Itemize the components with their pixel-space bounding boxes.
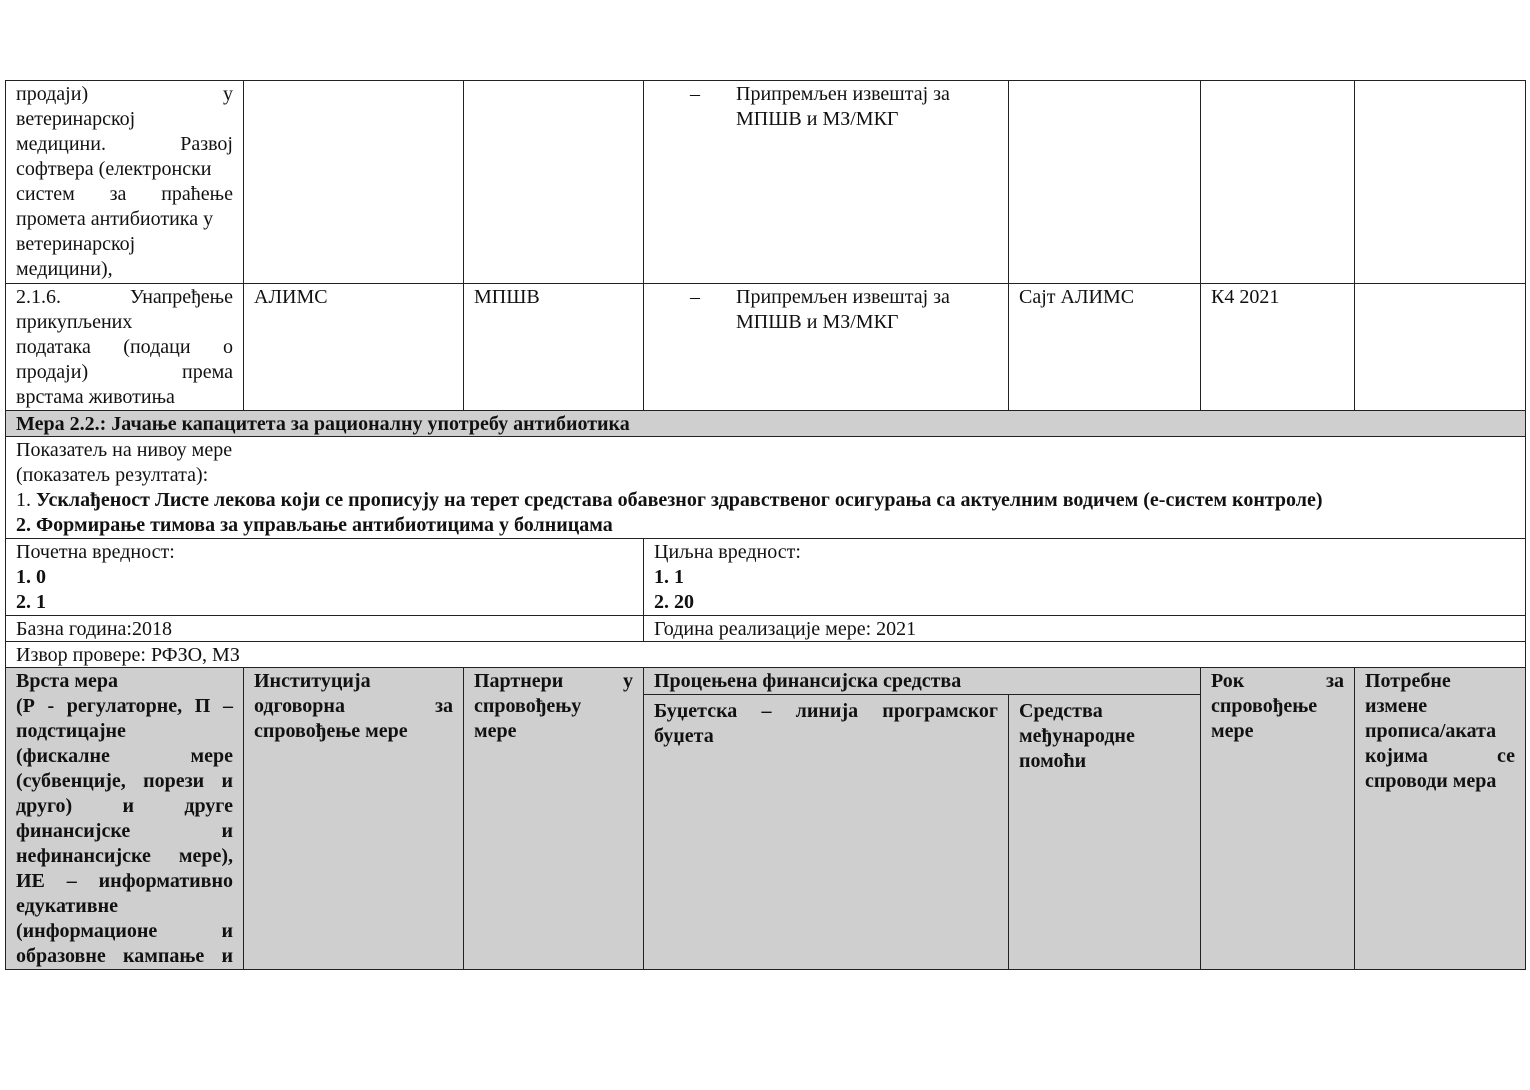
text-line: медицини), <box>16 258 113 280</box>
measure-title-row <box>6 411 1526 437</box>
verification-row <box>6 642 1526 668</box>
text-line: медицини. Развој <box>16 133 233 155</box>
institution-cell <box>244 81 464 284</box>
text-line: података (подаци о <box>16 336 233 358</box>
text-line: Партнери у <box>474 670 633 692</box>
text-line: врстама животиња <box>16 386 175 408</box>
header-international-aid <box>1009 695 1201 970</box>
text-line: (субвенције, порези и <box>16 770 233 792</box>
text-line: прикупљених <box>16 311 133 333</box>
text-line: промета антибиотика у <box>16 208 214 230</box>
initial-value-cell <box>6 539 644 616</box>
institution-cell: АЛИМС <box>244 284 464 411</box>
header-measure-type <box>6 668 244 970</box>
text-line: буџета <box>654 725 714 748</box>
measures-table <box>5 80 1526 970</box>
text-line: ветеринарској <box>16 233 136 255</box>
measure-title: Мера 2.2.: Јачање капацитета за рационалну употребу антибиотика <box>6 411 1526 437</box>
output-cell <box>644 284 1009 411</box>
table-row <box>6 81 1526 284</box>
text-line: финансијске и <box>16 820 233 842</box>
text-line: спроводи мера <box>1365 770 1497 792</box>
text-line: подстицајне <box>16 720 126 742</box>
target-value-label: Циљна вредност: <box>654 541 801 563</box>
source-cell: Сајт АЛИМС <box>1009 284 1201 411</box>
base-year: Базна година:2018 <box>6 616 644 642</box>
text-line: мере <box>1211 720 1254 742</box>
text-line: прописа/аката <box>1365 720 1497 742</box>
partners-cell <box>464 81 644 284</box>
text-line: софтвера (електронски <box>16 158 212 180</box>
indicator-sublabel: (показатељ резултата): <box>16 464 209 486</box>
deadline-cell: К4 2021 <box>1201 284 1355 411</box>
text-line: Буџетска – линија програмског <box>654 700 998 723</box>
text-line: продаји) у <box>16 83 233 105</box>
header-budget-line <box>644 695 1009 970</box>
text-line: мере <box>474 720 517 742</box>
indicator-label: Показатељ на нивоу мере <box>16 439 233 461</box>
notes-cell <box>1355 81 1526 284</box>
text-line: нефинансијске мере), <box>16 845 233 867</box>
text-line: Средства <box>1019 700 1103 723</box>
header-institution <box>244 668 464 970</box>
text-line: Институција <box>254 670 371 692</box>
text-line: Рок за <box>1211 670 1344 692</box>
text-line: (информационе и <box>16 920 233 942</box>
text-line: Потребне <box>1365 670 1451 692</box>
text-line: ИЕ – информативно <box>16 870 233 892</box>
header-estimated-funds: Процењена финансијска средства <box>644 668 1201 695</box>
header-required-changes <box>1355 668 1526 970</box>
target-value-2: 2. 20 <box>654 591 694 613</box>
header-row <box>6 668 1526 695</box>
notes-cell <box>1355 284 1526 411</box>
initial-value-label: Почетна вредност: <box>16 541 175 563</box>
text-line: помоћи <box>1019 750 1087 773</box>
text-line: едукативне <box>16 895 118 917</box>
output-cell <box>644 81 1009 284</box>
text-line: образовне кампање и <box>16 945 233 967</box>
indicator-item-1: Усклађеност Листе лекова који се прописују на терет средстава обавезног здравственог осигурања са актуелним водичем (е-систем контроле) <box>36 489 1323 511</box>
target-value-1: 1. 1 <box>654 566 684 588</box>
text-line: спровођење <box>1211 695 1318 717</box>
years-row <box>6 616 1526 642</box>
measure-cell <box>6 81 244 284</box>
indicator-item-number: 1. <box>16 489 36 511</box>
text-line: ветеринарској <box>16 108 136 130</box>
indicator-row <box>6 437 1526 539</box>
text-line: 2.1.6. Унапређење <box>16 286 233 308</box>
dash-bullet: – <box>690 83 700 105</box>
text-line: спровођење мере <box>254 720 408 742</box>
output-text: Припремљен извештај за МПШВ и МЗ/МКГ <box>736 286 950 333</box>
text-line: спровођењу <box>474 695 582 717</box>
text-line: Врста мера <box>16 670 119 692</box>
header-deadline <box>1201 668 1355 970</box>
text-line: (Р - регулаторне, П – <box>16 695 233 717</box>
initial-value-2: 2. 1 <box>16 591 46 613</box>
text-line: друго) и друге <box>16 795 233 817</box>
deadline-cell <box>1201 81 1355 284</box>
target-value-cell <box>644 539 1526 616</box>
output-text: Припремљен извештај за МПШВ и МЗ/МКГ <box>736 83 950 130</box>
indicator-item-2: 2. Формирање тимова за управљање антибиотицима у болницама <box>16 514 613 536</box>
initial-value-1: 1. 0 <box>16 566 46 588</box>
text-line: међународне <box>1019 725 1135 748</box>
source-cell <box>1009 81 1201 284</box>
verification-source: Извор провере: РФЗО, МЗ <box>6 642 1526 668</box>
header-partners <box>464 668 644 970</box>
values-row <box>6 539 1526 616</box>
text-line: измене <box>1365 695 1428 717</box>
text-line: којима се <box>1365 745 1515 767</box>
dash-bullet: – <box>690 286 700 308</box>
partners-cell: МПШВ <box>464 284 644 411</box>
realization-year: Година реализације мере: 2021 <box>644 616 1526 642</box>
indicator-cell <box>6 437 1526 539</box>
measure-cell <box>6 284 244 411</box>
text-line: одговорна за <box>254 695 453 717</box>
text-line: (фискалне мере <box>16 745 233 767</box>
text-line: продаји) према <box>16 361 233 383</box>
table-row <box>6 284 1526 411</box>
text-line: систем за праћење <box>16 183 233 205</box>
document-page <box>5 80 1525 970</box>
